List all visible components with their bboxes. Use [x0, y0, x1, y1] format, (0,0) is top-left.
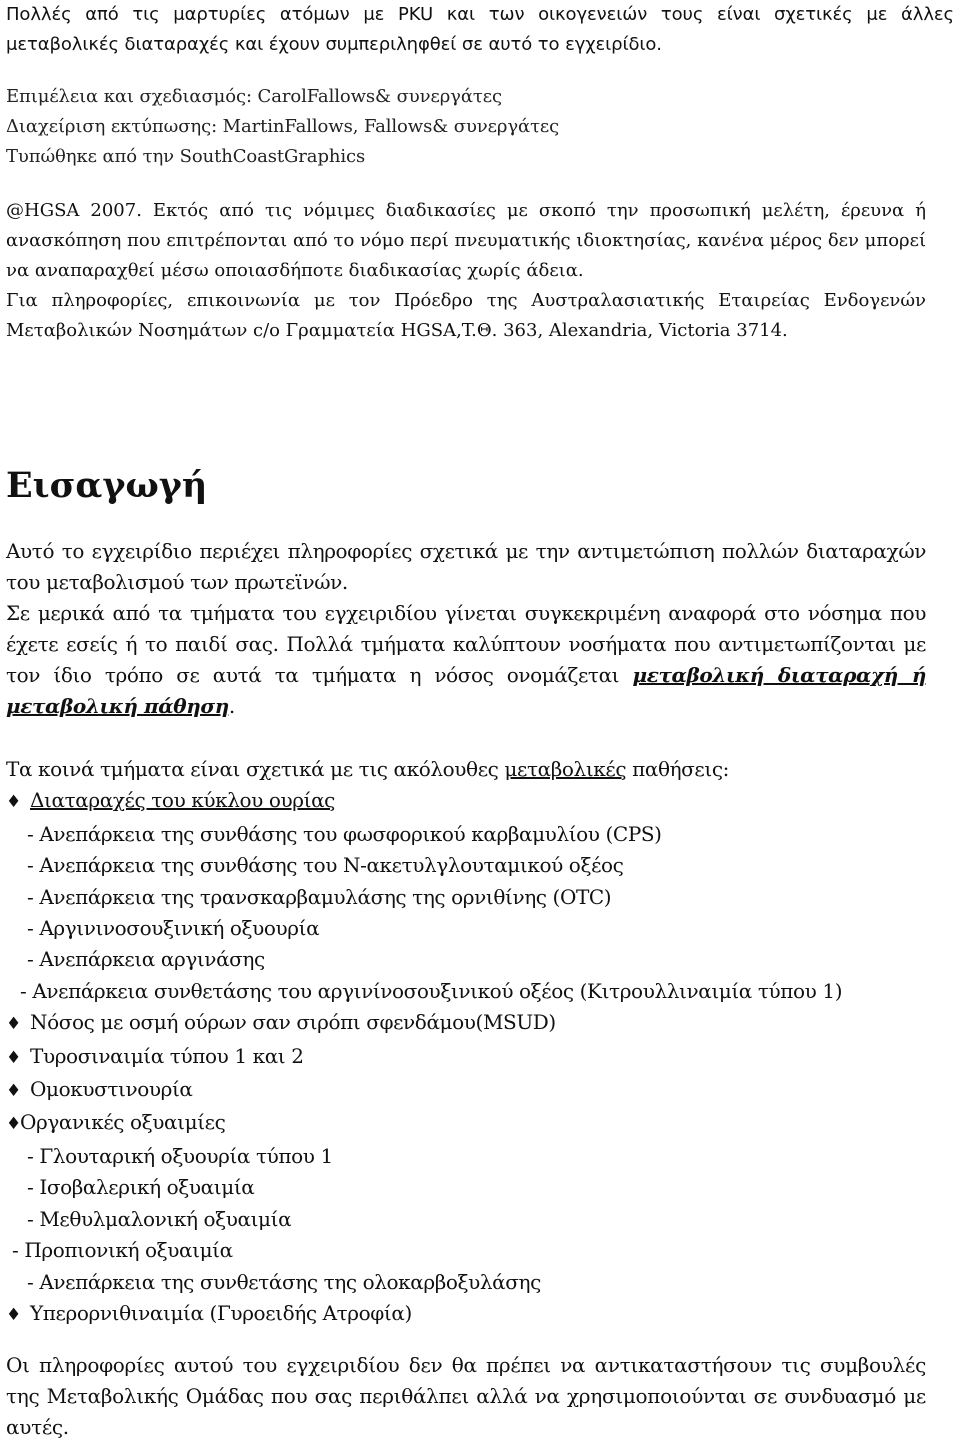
intro-paragraph-2-text: Σε μερικά από τα τμήματα του εγχειριδίου γίνεται συγκεκριμένη αναφορά στο νόσημα που έχετε εσείς ή το παιδί σας. Πολλά τμήματα καλύπτουν νοσήματα που αντιμετωπίζονται με τον ίδιο τρόπο σε αυτά τα τμήματα η νόσος ονομάζεται: [6, 601, 926, 687]
list-item-label: Νόσος με οσμή ούρων σαν σιρόπι σφενδάμου(MSUD): [30, 1010, 556, 1035]
list-item-homocystinuria: [6, 1074, 960, 1107]
conditions-list: [6, 754, 960, 1331]
list-lead-underlined: μεταβολικές: [504, 757, 627, 781]
list-item-hyperornithinemia: [6, 1298, 960, 1331]
sub-item: - Ανεπάρκεια της τρανσκαρβαμυλάσης της ορνιθίνης (OTC): [27, 884, 612, 909]
credits-block: [6, 82, 954, 172]
emphasis-term: μεταβολική διαταραχή ή μεταβολική πάθηση: [6, 663, 926, 718]
contact-text: Για πληροφορίες, επικοινωνία με τον Πρόεδρο της Αυστραλασιατικής Εταιρείας Ενδογενών Μεταβολικών Νοσημάτων c/o Γραμματεία HGSA,T.Θ. 363, Alexandria, Victoria 3714.: [6, 290, 926, 341]
sub-item: - Μεθυλμαλονική οξυαιμία: [27, 1206, 292, 1231]
list-item-label: Ομοκυστινουρία: [30, 1077, 193, 1102]
list-item-msud: [6, 1007, 960, 1040]
list-item-organic: [6, 1107, 960, 1140]
diamond-bullet-icon: ♦: [6, 1304, 21, 1325]
intro-block: [6, 0, 954, 60]
diamond-bullet-icon: ♦: [6, 1014, 21, 1035]
sub-item: - Προπιονική οξυαιμία: [12, 1238, 233, 1263]
list-lead-text: Τα κοινά τμήματα είναι σχετικά με τις ακόλουθες: [6, 757, 505, 781]
diamond-bullet-icon: ♦: [6, 1081, 21, 1102]
credit-printing: Διαχείριση εκτύπωσης: MartinFallows, Fallows& συνεργάτες: [6, 116, 560, 137]
intro-paragraph: Πολλές από τις μαρτυρίες ατόμων με PKU και των οικογενειών τους είναι σχετικές με άλλες μεταβολικές διαταραχές και έχουν συμπεριληφθεί σε αυτό το εγχειρίδιο.: [6, 4, 954, 55]
intro-paragraph-2: [6, 598, 926, 722]
list-item-label: Τυροσιναιμία τύπου 1 και 2: [30, 1043, 304, 1068]
credit-printed-by: Τυπώθηκε από την SouthCoastGraphics: [6, 146, 366, 167]
introduction-body: [6, 536, 926, 722]
sub-item: - Αργινινοσουξινική οξυουρία: [27, 916, 320, 941]
credit-editing: Επιμέλεια και σχεδιασμός: CarolFallows& συνεργάτες: [6, 86, 502, 107]
list-item-label: Οργανικές οξυαιμίες: [20, 1110, 226, 1135]
copyright-text: @HGSA 2007. Εκτός από τις νόμιμες διαδικασίες με σκοπό την προσωπική μελέτη, έρευνα ή ανασκόπηση που επιτρέπονται από το νόμο περί πνευματικής ιδιοκτησίας, κανένα μέρος δεν μπορεί να αναπαραχθεί μέσω οποιασδήποτε διαδικασίας χωρίς άδεια.: [6, 200, 927, 281]
sub-item: - Γλουταρική οξυουρία τύπου 1: [27, 1143, 333, 1168]
closing-paragraph: [6, 1350, 926, 1443]
list-item-urea: [6, 785, 960, 818]
list-item-label: Διαταραχές του κύκλου ουρίας: [30, 788, 335, 813]
sub-item: - Ισοβαλερική οξυαιμία: [27, 1175, 255, 1200]
intro-paragraph-2-end: .: [228, 694, 235, 718]
list-item-tyrosinemia: [6, 1041, 960, 1074]
copyright-block: [6, 196, 926, 346]
intro-paragraph-1: Αυτό το εγχειρίδιο περιέχει πληροφορίες σχετικά με την αντιμετώπιση πολλών διαταραχών του μεταβολισμού των πρωτεϊνών.: [6, 539, 926, 594]
diamond-bullet-icon: ♦: [6, 792, 21, 813]
diamond-bullet-icon: ♦: [6, 1114, 21, 1135]
diamond-bullet-icon: ♦: [6, 1047, 21, 1068]
list-item-label: Υπερορνιθιναιμία (Γυροειδής Ατροφία): [30, 1300, 412, 1325]
closing-text: Οι πληροφορίες αυτού του εγχειριδίου δεν θα πρέπει να αντικαταστήσουν τις συμβουλές της Μεταβολικής Ομάδας που σας περιθάλπει αλλά να χρησιμοποιούνται σε συνδυασμό με αυτές.: [6, 1353, 926, 1439]
sub-item: - Ανεπάρκεια συνθετάσης του αργινίνοσουξινικού οξέος (Κιτρουλλιναιμία τύπου 1): [20, 978, 843, 1003]
sub-item: - Ανεπάρκεια της συνθάσης του φωσφορικού καρβαμυλίου (CPS): [27, 821, 662, 846]
sub-item: - Ανεπάρκεια της συνθάσης του Ν-ακετυλγλουταμικού οξέος: [27, 853, 624, 878]
list-lead-end: παθήσεις:: [626, 757, 729, 781]
section-heading: Εισαγωγή: [6, 465, 208, 506]
sub-item: - Ανεπάρκεια αργινάσης: [27, 947, 265, 972]
list-lead: [6, 754, 960, 785]
sub-item: - Ανεπάρκεια της συνθετάσης της ολοκαρβοξυλάσης: [27, 1269, 541, 1294]
